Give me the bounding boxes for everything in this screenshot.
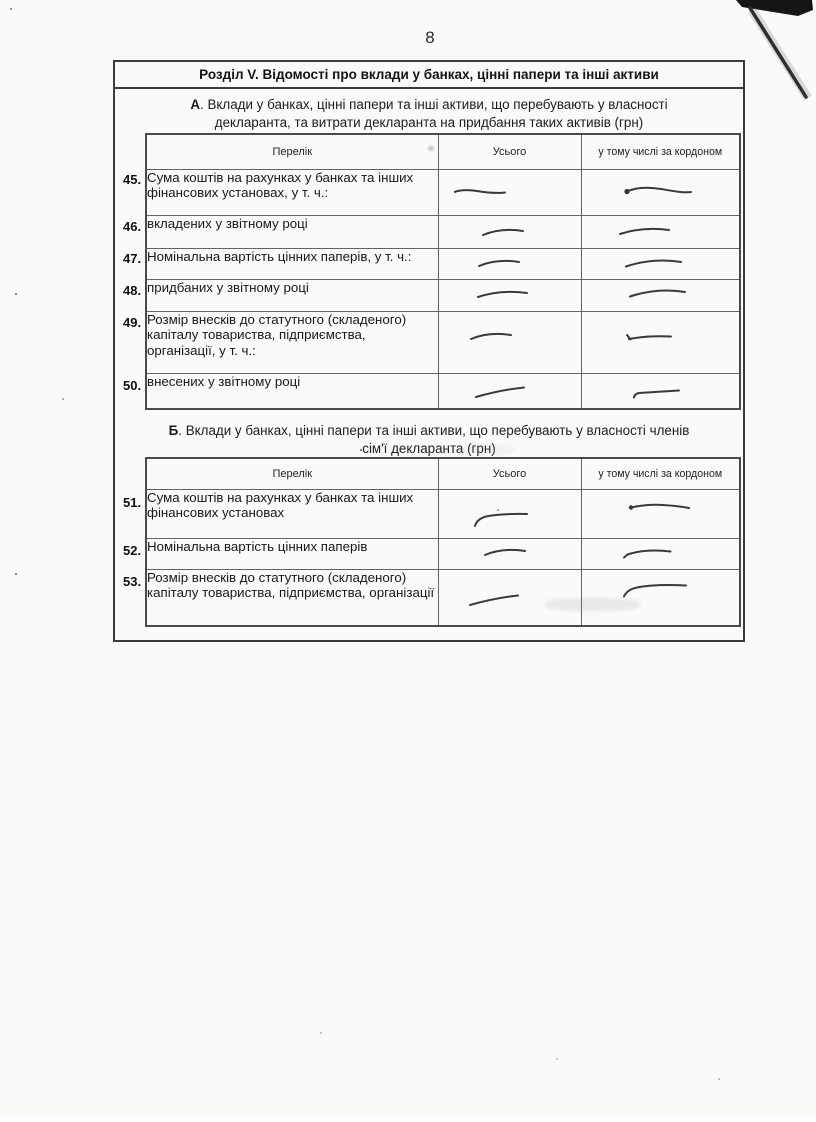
handwritten-dash-icon	[616, 252, 700, 276]
row-number: 50.	[123, 378, 142, 393]
value-cell-abroad	[581, 489, 740, 538]
value-cell-total	[438, 248, 581, 279]
row-label: внесених у звітному році	[146, 373, 438, 409]
value-cell-total	[438, 215, 581, 248]
table-part-a	[145, 133, 741, 410]
part-b-heading-text: . Вклади у банках, цінні папери та інші активи, що перебувають у власності членів сім'ї декларанта (грн)	[178, 423, 690, 456]
scan-speck	[320, 1032, 322, 1034]
scan-page-edge	[0, 1114, 816, 1122]
scan-speck	[15, 293, 17, 295]
scan-speck	[428, 146, 434, 151]
handwritten-dash-icon	[470, 540, 554, 564]
scan-speck	[15, 573, 17, 575]
handwritten-dash-icon	[464, 251, 548, 275]
scan-speck	[62, 398, 64, 400]
row-number: 46.	[123, 219, 142, 234]
table-part-b	[145, 457, 741, 627]
handwritten-dash-icon	[454, 181, 538, 205]
row-46	[146, 215, 740, 248]
column-header-total: Усього	[438, 458, 581, 489]
row-label: Сума коштів на рахунках у банках та інших фінансових установах	[146, 489, 438, 538]
handwritten-dash-icon	[608, 220, 692, 244]
row-50	[146, 373, 740, 409]
value-cell-total	[438, 538, 581, 569]
scan-speck	[497, 509, 499, 511]
handwritten-dash-icon	[466, 507, 550, 531]
value-cell-abroad	[581, 169, 740, 215]
column-header-list: Перелік	[146, 458, 438, 489]
value-cell-total	[438, 279, 581, 311]
row-number: 48.	[123, 283, 142, 298]
column-header-list: Перелік	[146, 134, 438, 169]
row-49	[146, 311, 740, 373]
value-cell-abroad	[581, 538, 740, 569]
part-b-letter: Б	[168, 423, 179, 438]
handwritten-dash-icon	[468, 220, 552, 244]
scan-speck	[556, 1058, 558, 1060]
value-cell-abroad	[581, 311, 740, 373]
row-45	[146, 169, 740, 215]
row-label: придбаних у звітному році	[146, 279, 438, 311]
page-number: 8	[425, 28, 435, 47]
row-47	[146, 248, 740, 279]
value-cell-abroad	[581, 279, 740, 311]
value-cell-abroad	[581, 248, 740, 279]
part-a-letter: А	[190, 97, 201, 112]
value-cell-total	[438, 489, 581, 538]
row-label: Сума коштів на рахунках у банках та інших фінансових установах, у т. ч.:	[146, 169, 438, 215]
scan-speck	[718, 1078, 720, 1080]
handwritten-dash-icon	[466, 380, 550, 404]
row-number: 51.	[123, 495, 142, 510]
row-label: Номінальна вартість цінних паперів	[146, 538, 438, 569]
row-number: 47.	[123, 251, 142, 266]
row-label: Розмір внесків до статутного (складеного) капіталу товариства, підприємства, організації, у т. ч.:	[146, 311, 438, 373]
table-a-header-row	[146, 134, 740, 169]
scan-smudge	[545, 598, 640, 611]
row-label: Розмір внесків до статутного (складеного) капіталу товариства, підприємства, організації	[146, 569, 438, 626]
row-number: 49.	[123, 315, 142, 330]
part-a-heading	[115, 96, 743, 132]
scan-speck	[10, 8, 12, 10]
row-number: 45.	[123, 172, 142, 187]
value-cell-total	[438, 311, 581, 373]
part-a-heading-text: . Вклади у банках, цінні папери та інші активи, що перебувають у власності декларанта, та витрати декларанта на придбання таких активів (грн)	[200, 97, 668, 130]
handwritten-dash-icon	[460, 588, 544, 612]
value-cell-abroad	[581, 215, 740, 248]
row-label: Номінальна вартість цінних паперів, у т. ч.:	[146, 248, 438, 279]
handwritten-dash-icon	[620, 180, 704, 204]
handwritten-dash-icon	[456, 324, 540, 348]
handwritten-dash-icon	[616, 325, 700, 349]
section-title: Розділ V. Відомості про вклади у банках, цінні папери та інші активи	[115, 62, 743, 89]
row-number: 52.	[123, 543, 142, 558]
part-b-heading	[115, 422, 743, 458]
row-label: вкладених у звітному році	[146, 215, 438, 248]
row-53	[146, 569, 740, 626]
scan-speck	[360, 449, 362, 451]
value-cell-total	[438, 169, 581, 215]
column-header-abroad: у тому числі за кордоном	[581, 458, 740, 489]
handwritten-dash-icon	[622, 497, 706, 521]
handwritten-dash-icon	[620, 282, 704, 306]
scan-smudge	[455, 445, 515, 455]
value-cell-total	[438, 569, 581, 626]
row-51	[146, 489, 740, 538]
handwritten-dash-icon	[614, 542, 698, 566]
column-header-abroad: у тому числі за кордоном	[581, 134, 740, 169]
row-52	[146, 538, 740, 569]
row-48	[146, 279, 740, 311]
row-number: 53.	[123, 574, 142, 589]
value-cell-abroad	[581, 373, 740, 409]
handwritten-dash-icon	[466, 283, 550, 307]
handwritten-dash-icon	[622, 381, 706, 405]
column-header-total: Усього	[438, 134, 581, 169]
value-cell-total	[438, 373, 581, 409]
table-b-header-row	[146, 458, 740, 489]
